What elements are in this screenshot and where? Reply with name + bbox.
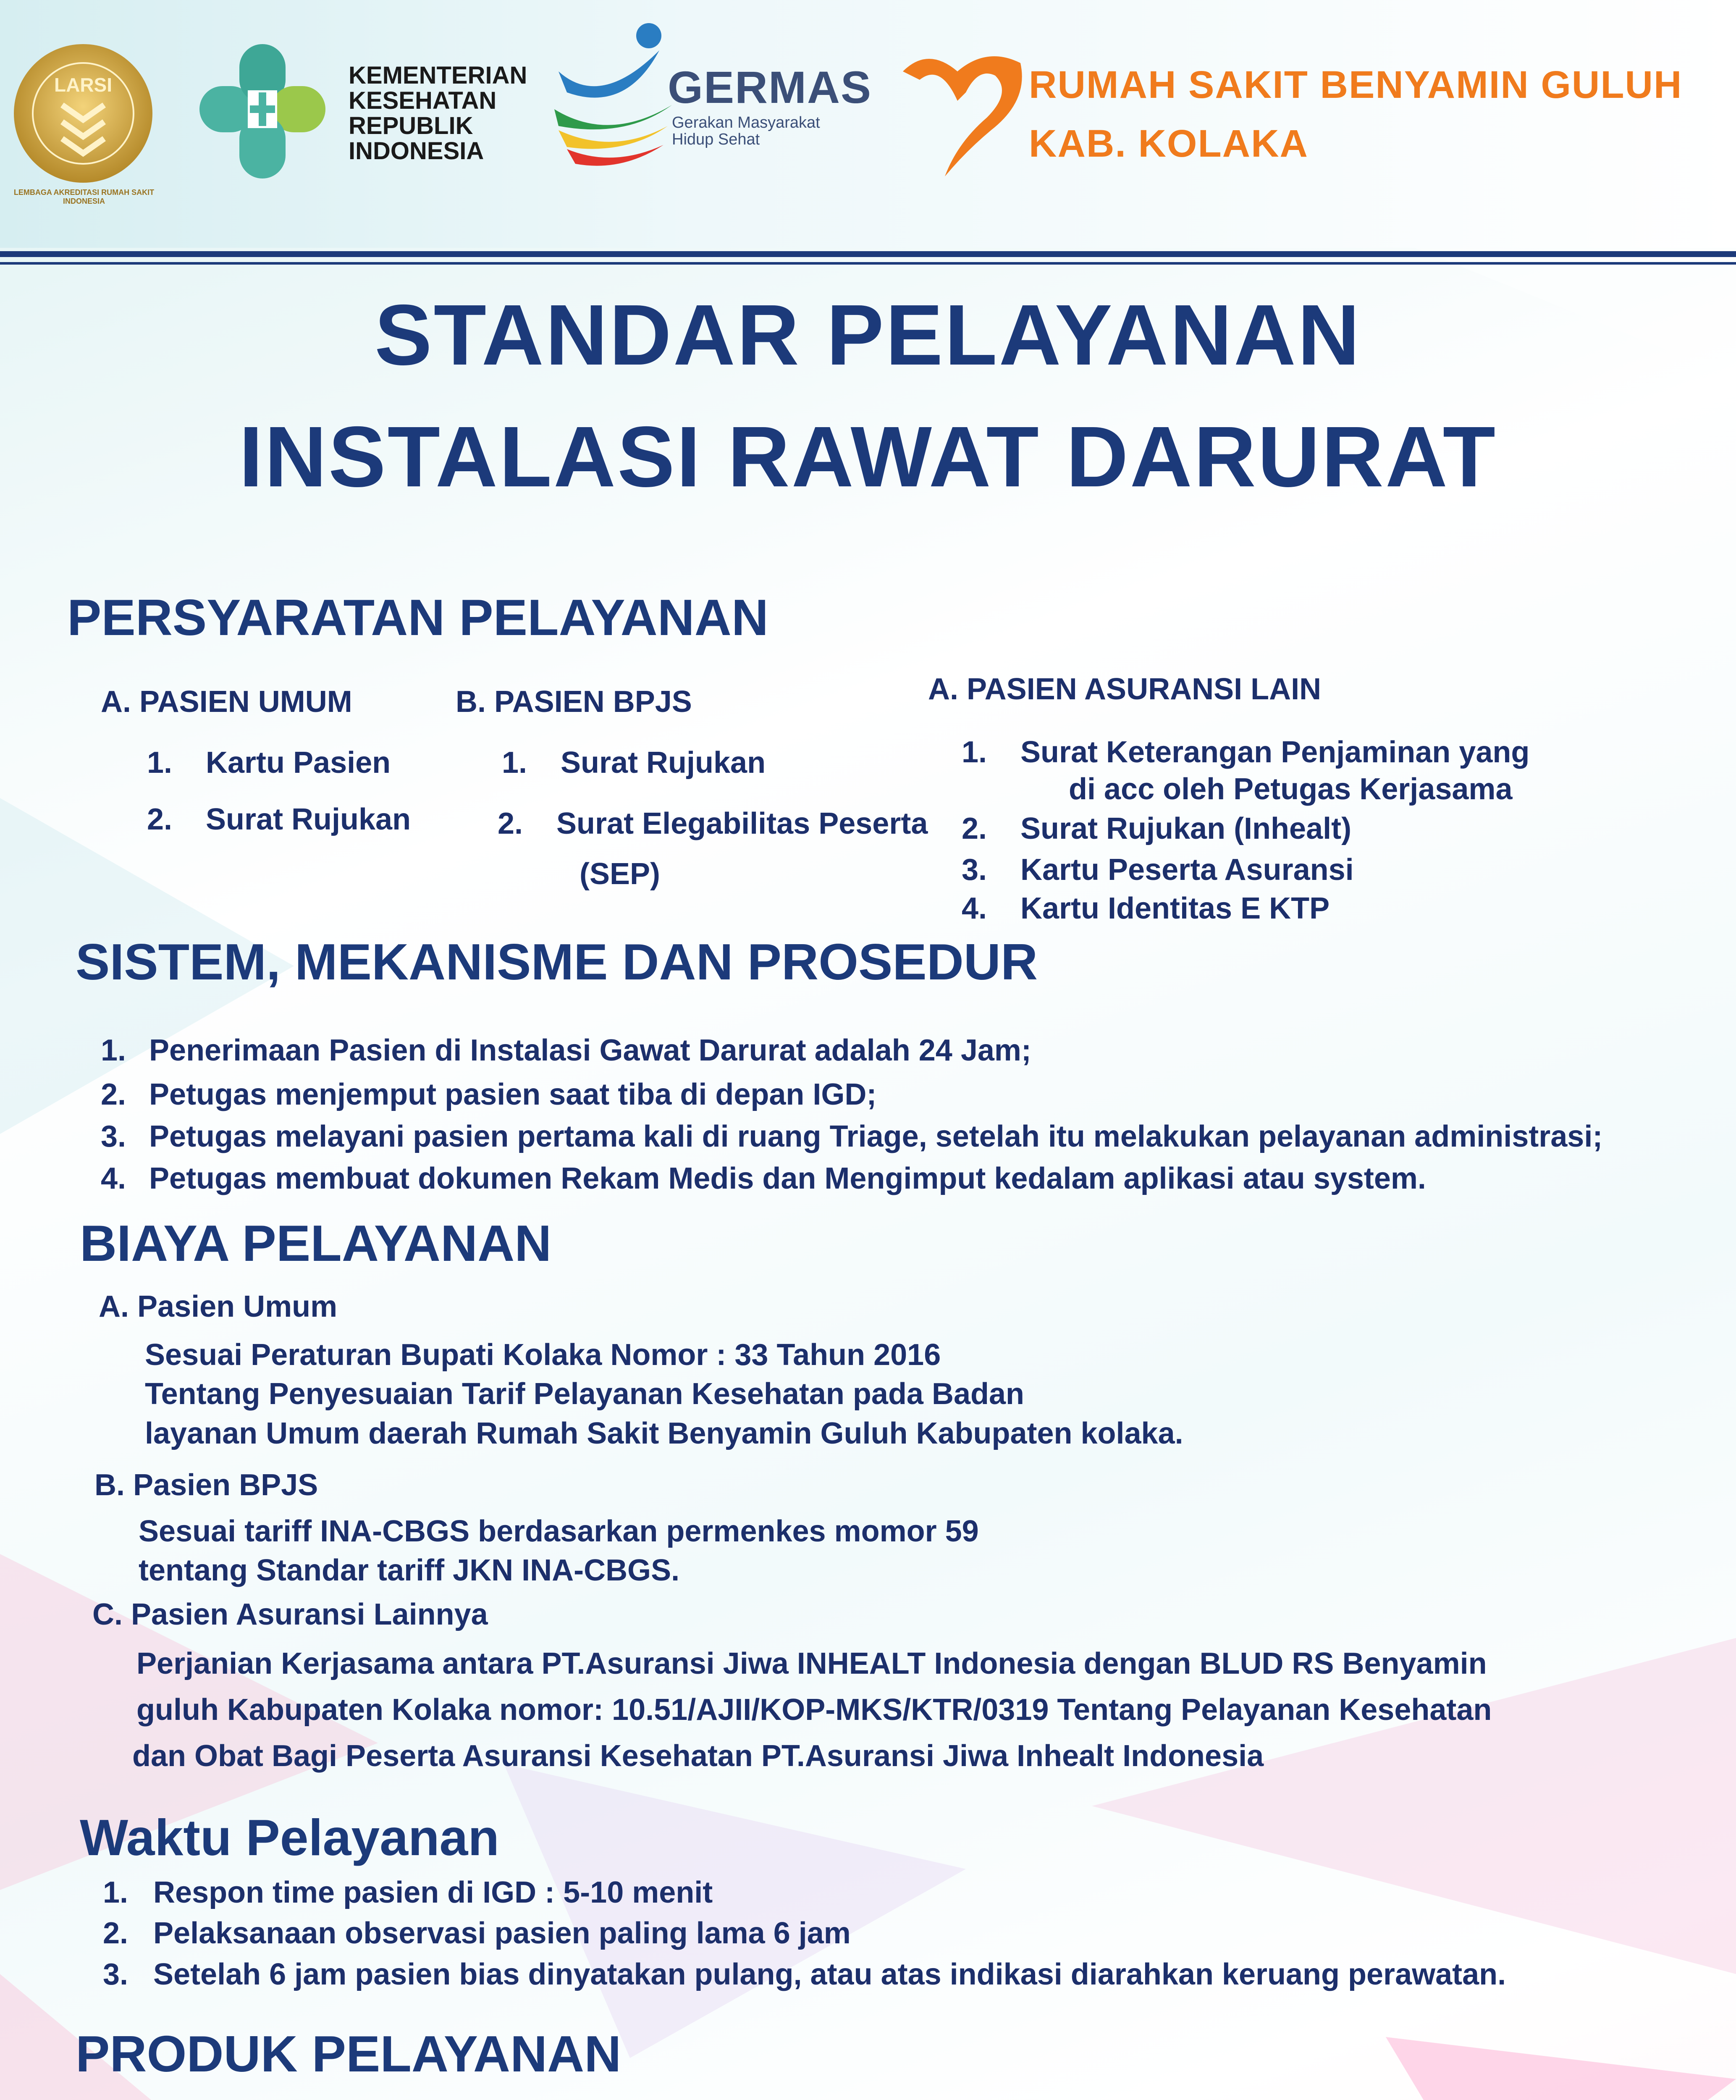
lain-item-4: Kartu Identitas E KTP — [1020, 892, 1330, 925]
waktu-item-2-num: 2. — [103, 1916, 128, 1950]
umum-item-2-num: 2. — [147, 803, 173, 836]
produk-heading: PRODUK PELAYANAN — [76, 2025, 621, 2082]
kemenkes-line-2: KESEHATAN — [349, 87, 497, 114]
lain-item-3-num: 3. — [962, 853, 987, 887]
biaya-a-line-3: layanan Umum daerah Rumah Sakit Benyamin Guluh Kabupaten kolaka. — [145, 1417, 1183, 1450]
larsi-label: LARSI — [54, 74, 112, 96]
sistem-item-4: Petugas membuat dokumen Rekam Medis dan Mengimput kedalam aplikasi atau system. — [149, 1162, 1426, 1195]
larsi-ring-text: LEMBAGA AKREDITASI RUMAH SAKIT INDONESIA — [13, 188, 155, 205]
sistem-item-1-num: 1. — [101, 1034, 126, 1067]
germas-sub-2: Hidup Sehat — [672, 131, 760, 148]
biaya-a-line-1: Sesuai Peraturan Bupati Kolaka Nomor : 33 Tahun 2016 — [145, 1338, 941, 1372]
bpjs-sep: (SEP) — [580, 857, 661, 891]
biaya-b-line-1: Sesuai tariff INA-CBGS berdasarkan permenkes momor 59 — [139, 1515, 979, 1548]
umum-item-1-num: 1. — [147, 746, 173, 780]
lain-item-2-num: 2. — [962, 812, 987, 845]
header-rule-thick — [0, 251, 1736, 257]
biaya-b-line-2: tentang Standar tariff JKN INA-CBGS. — [139, 1554, 680, 1587]
biaya-b-label: B. Pasien BPJS — [94, 1468, 318, 1502]
sistem-item-2: Petugas menjemput pasien saat tiba di depan IGD; — [149, 1078, 877, 1111]
bpjs-label: B. PASIEN BPJS — [456, 685, 692, 719]
lain-item-2: Surat Rujukan (Inhealt) — [1020, 812, 1352, 845]
bpjs-item-1: Surat Rujukan — [561, 746, 766, 780]
page-title-line2: INSTALASI RAWAT DARURAT — [239, 409, 1497, 505]
header-rule-thin — [0, 262, 1736, 265]
waktu-item-1-num: 1. — [103, 1876, 128, 1909]
bpjs-item-2: Surat Elegabilitas Peserta — [556, 807, 928, 840]
umum-label: A. PASIEN UMUM — [101, 685, 352, 719]
page-title-line1: STANDAR PELAYANAN — [375, 287, 1361, 383]
lain-item-3: Kartu Peserta Asuransi — [1020, 853, 1354, 887]
sistem-item-1: Penerimaan Pasien di Instalasi Gawat Darurat adalah 24 Jam; — [149, 1034, 1031, 1067]
biaya-c-label: C. Pasien Asuransi Lainnya — [92, 1598, 488, 1631]
lain-item-1: Surat Keterangan Penjaminan yang — [1020, 735, 1530, 769]
kemenkes-logo-icon — [191, 40, 334, 183]
biaya-c-line-1: Perjanian Kerjasama antara PT.Asuransi Jiwa INHEALT Indonesia dengan BLUD RS Benyamin — [136, 1647, 1487, 1680]
biaya-heading: BIAYA PELAYANAN — [80, 1215, 552, 1272]
waktu-heading: Waktu Pelayanan — [80, 1809, 499, 1866]
kemenkes-line-1: KEMENTERIAN — [349, 62, 527, 89]
hospital-name-line2: KAB. KOLAKA — [1029, 122, 1309, 165]
larsi-logo — [12, 42, 155, 185]
sistem-heading: SISTEM, MEKANISME DAN PROSEDUR — [76, 933, 1038, 990]
kemenkes-line-3: REPUBLIK — [349, 112, 473, 139]
sistem-item-2-num: 2. — [101, 1078, 126, 1111]
germas-logo-icon — [542, 17, 680, 172]
waktu-item-3-num: 3. — [103, 1958, 128, 1991]
biaya-c-line-3: dan Obat Bagi Peserta Asuransi Kesehatan PT.Asuransi Jiwa Inhealt Indonesia — [132, 1739, 1264, 1773]
lain-label: A. PASIEN ASURANSI LAIN — [928, 672, 1322, 706]
biaya-c-line-2: guluh Kabupaten Kolaka nomor: 10.51/AJII/KOP-MKS/KTR/0319 Tentang Pelayanan Kesehatan — [136, 1693, 1492, 1727]
germas-sub-1: Gerakan Masyarakat — [672, 114, 820, 131]
waktu-item-3: Setelah 6 jam pasien bias dinyatakan pulang, atau atas indikasi diarahkan keruang perawatan. — [153, 1958, 1506, 1991]
biaya-a-label: A. Pasien Umum — [99, 1290, 338, 1323]
kemenkes-line-4: INDONESIA — [349, 137, 484, 165]
lain-item-1b: di acc oleh Petugas Kerjasama — [1069, 772, 1513, 806]
waktu-item-2: Pelaksanaan observasi pasien paling lama 6 jam — [153, 1916, 851, 1950]
lain-item-1-num: 1. — [962, 735, 987, 769]
persyaratan-heading: PERSYARATAN PELAYANAN — [67, 589, 768, 646]
hospital-name-line1: RUMAH SAKIT BENYAMIN GULUH — [1029, 63, 1683, 106]
waktu-item-1: Respon time pasien di IGD : 5-10 menit — [153, 1876, 713, 1909]
biaya-a-line-2: Tentang Penyesuaian Tarif Pelayanan Kesehatan pada Badan — [145, 1377, 1025, 1411]
umum-item-2: Surat Rujukan — [206, 803, 411, 836]
sistem-item-4-num: 4. — [101, 1162, 126, 1195]
bpjs-item-1-num: 1. — [502, 746, 527, 780]
hospital-logo-icon — [894, 46, 1033, 181]
germas-title: GERMAS — [668, 62, 872, 113]
lain-item-4-num: 4. — [962, 892, 987, 925]
sistem-item-3-num: 3. — [101, 1120, 126, 1153]
bpjs-item-2-num: 2. — [498, 807, 523, 840]
sistem-item-3: Petugas melayani pasien pertama kali di ruang Triage, setelah itu melakukan pelayanan administrasi; — [149, 1120, 1603, 1153]
umum-item-1: Kartu Pasien — [206, 746, 391, 780]
